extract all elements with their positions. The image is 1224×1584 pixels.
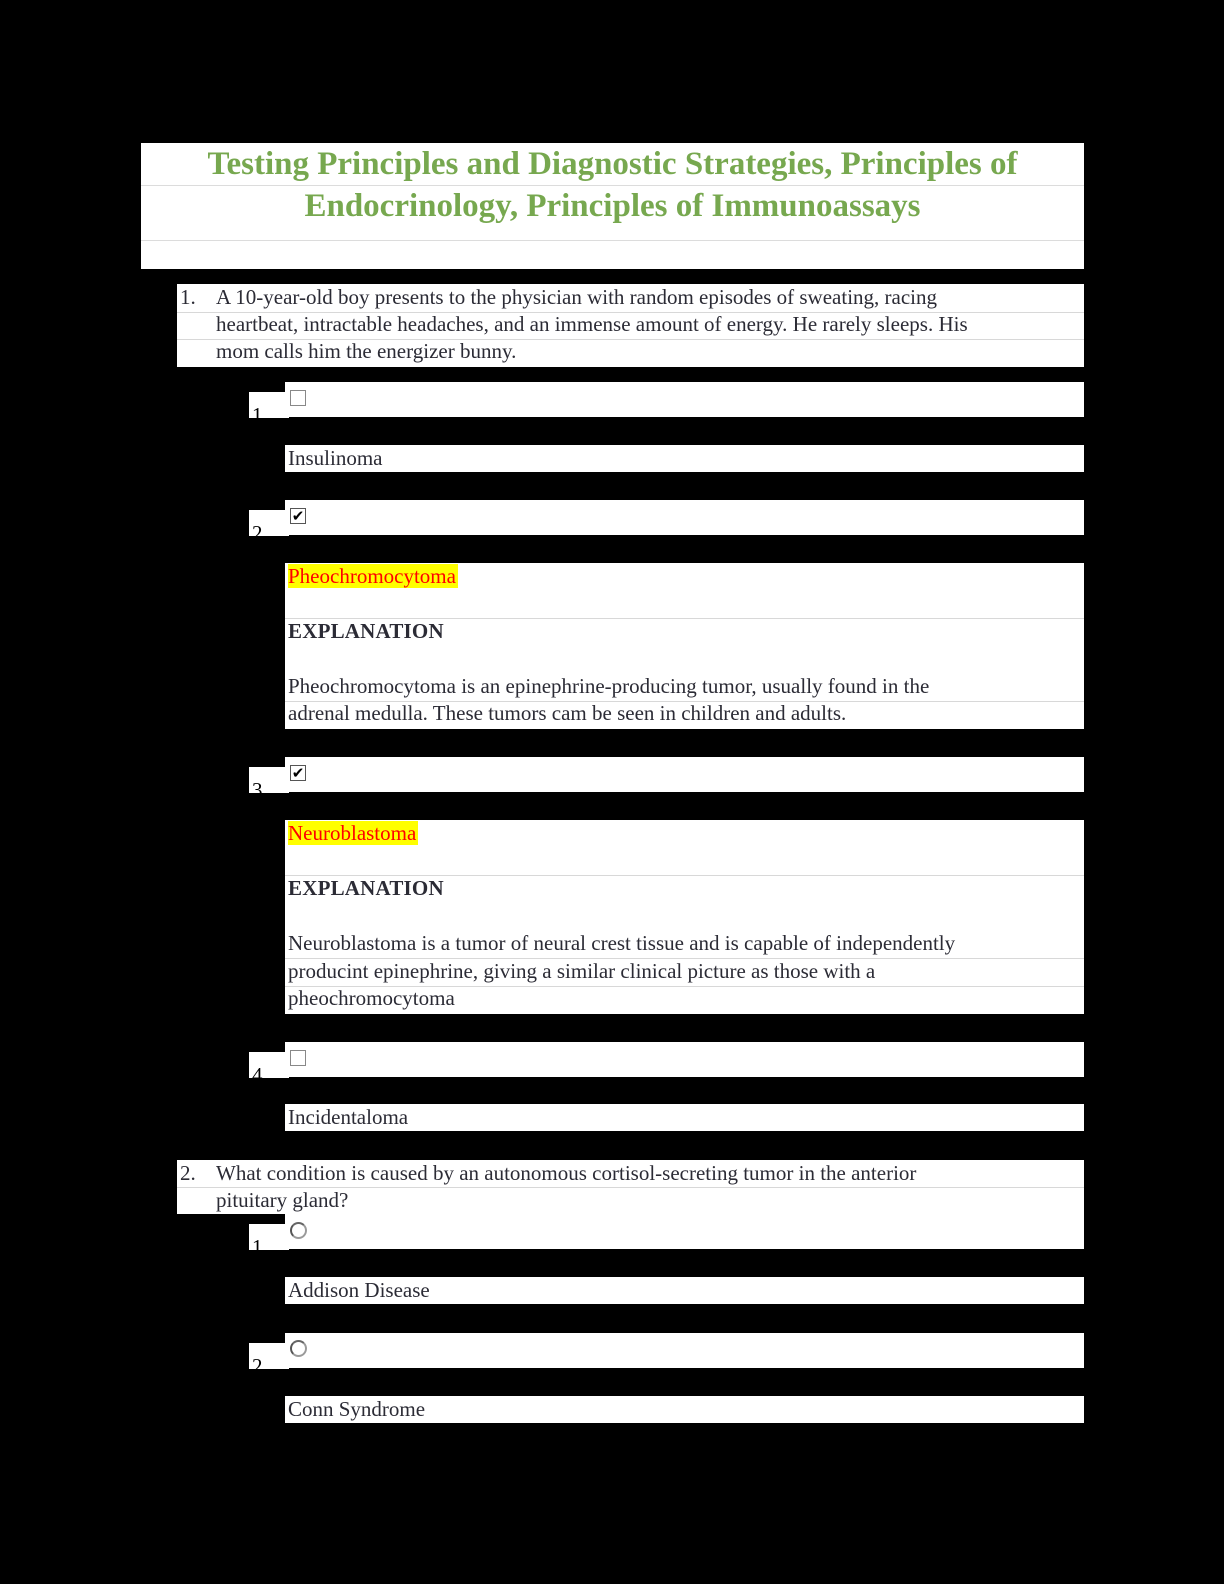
title-line-2: Endocrinology, Principles of Immunoassays: [304, 188, 921, 224]
option-row: [285, 500, 1084, 535]
option-number: 2.: [249, 510, 289, 536]
explanation-text-line: pheochromocytoma: [288, 986, 455, 1010]
explanation-heading: EXPLANATION: [288, 619, 444, 643]
option-checkbox[interactable]: [290, 1050, 306, 1066]
option-number: 3.: [249, 767, 289, 793]
option-radio[interactable]: [290, 1340, 307, 1357]
question-text-line: mom calls him the energizer bunny.: [216, 339, 517, 363]
question-text-line: heartbeat, intractable headaches, and an immense amount of energy. He rarely sleeps. His: [216, 312, 968, 336]
title-block: [141, 143, 1084, 269]
answer-label: Addison Disease: [288, 1278, 430, 1302]
question-text-line: What condition is caused by an autonomous cortisol-secreting tumor in the anterior: [216, 1161, 917, 1185]
option-number: 2.: [249, 1343, 289, 1369]
option-checkbox[interactable]: ✔: [291, 507, 305, 525]
answer-option-with-explanation: [285, 563, 1084, 729]
title-line-1: Testing Principles and Diagnostic Strategies, Principles of: [207, 146, 1018, 182]
option-row: [285, 382, 1084, 417]
option-row: [285, 757, 1084, 792]
explanation-heading: EXPLANATION: [288, 876, 444, 900]
question-text-line: A 10-year-old boy presents to the physician with random episodes of sweating, racing: [216, 285, 937, 309]
answer-option[interactable]: [285, 1104, 1084, 1131]
question-2-continued: [177, 1187, 1084, 1214]
answer-option-with-explanation: [285, 820, 1084, 1014]
option-number: 1.: [249, 1224, 289, 1250]
explanation-text-line: producint epinephrine, giving a similar clinical picture as those with a: [288, 959, 876, 983]
answer-option[interactable]: [285, 1396, 1084, 1423]
answer-option[interactable]: [285, 445, 1084, 472]
answer-option[interactable]: [285, 1277, 1084, 1304]
option-checkbox[interactable]: ✔: [291, 764, 305, 782]
document-title: [141, 143, 1084, 227]
answer-label: Incidentaloma: [288, 1105, 409, 1129]
answer-label: Insulinoma: [288, 446, 383, 470]
option-row: [285, 1214, 1084, 1249]
selected-answer-label: Neuroblastoma: [288, 821, 417, 845]
explanation-text-line: Neuroblastoma is a tumor of neural crest tissue and is capable of independently: [288, 931, 956, 955]
explanation-text-line: Pheochromocytoma is an epinephrine-producing tumor, usually found in the: [288, 674, 930, 698]
option-checkbox[interactable]: [290, 390, 306, 406]
question-2: [177, 1160, 1084, 1188]
option-number: 4.: [249, 1052, 289, 1078]
explanation-text-line: adrenal medulla. These tumors cam be seen in children and adults.: [288, 701, 847, 725]
selected-answer-label: Pheochromocytoma: [288, 564, 456, 588]
question-text-line: pituitary gland?: [216, 1188, 349, 1212]
question-number: 2.: [180, 1161, 196, 1185]
answer-label: Conn Syndrome: [288, 1397, 426, 1421]
option-radio[interactable]: [290, 1222, 307, 1239]
question-1: [177, 284, 1084, 367]
question-number: 1.: [180, 285, 196, 309]
option-number: 1.: [249, 392, 289, 418]
option-row: [285, 1333, 1084, 1368]
option-row: [285, 1042, 1084, 1077]
